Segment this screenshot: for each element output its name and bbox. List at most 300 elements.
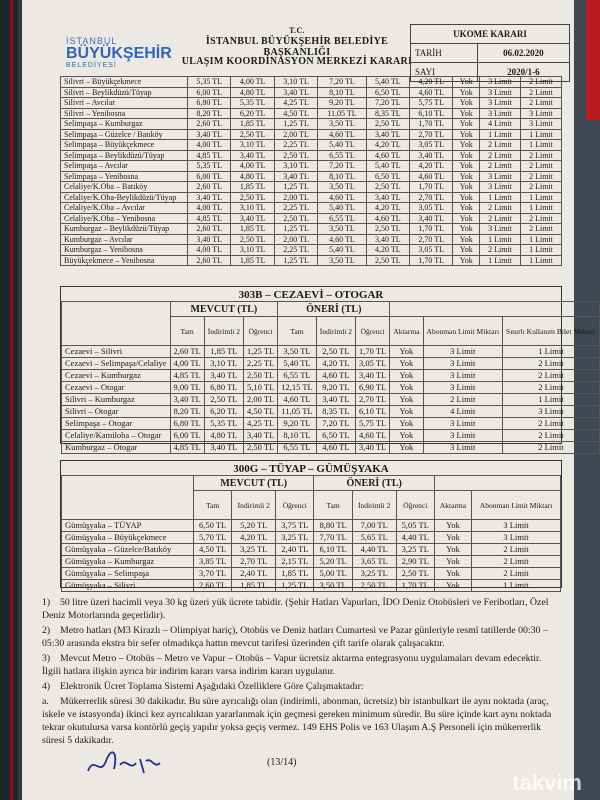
fare-cell: 2,60 TL	[188, 182, 231, 193]
fare-cell: 3,10 TL	[231, 245, 274, 256]
fare-cell: 1 Limit	[480, 255, 521, 266]
column-header: Abonman Limit Miktarı	[472, 491, 561, 520]
page-number: (13/14)	[267, 757, 297, 768]
group-header-row	[62, 476, 561, 491]
fare-cell: 6,00 TL	[170, 430, 204, 442]
fare-cell: 4,60 TL	[318, 129, 366, 140]
header-line-1: İSTANBUL BÜYÜKŞEHİR BELEDİYE BAŞKANLIĞI	[205, 36, 389, 58]
route-cell: Silivri – Kumburgaz	[62, 394, 171, 406]
route-cell: Kumburgaz – Avcılar	[61, 234, 188, 245]
fare-cell: 2 Limit	[472, 568, 561, 580]
fare-cell: 2 Limit	[503, 382, 600, 394]
fare-cell: 3 Limit	[472, 532, 561, 544]
route-cell: Cezaevi – Silivri	[62, 346, 171, 358]
fare-cell: 2,70 TL	[410, 234, 453, 245]
fare-cell: 2,50 TL	[231, 234, 274, 245]
fare-cell: 3 Limit	[480, 182, 521, 193]
fare-cell: 4,20 TL	[366, 140, 409, 151]
table-row	[62, 568, 561, 580]
fare-cell: 4,60 TL	[316, 370, 355, 382]
fare-cell: Yok	[453, 119, 480, 130]
fare-cell: 1 Limit	[520, 129, 561, 140]
fare-cell: 3,65 TL	[352, 556, 396, 568]
table-row	[62, 346, 600, 358]
fare-cell: Yok	[453, 87, 480, 98]
fare-cell: 2,60 TL	[170, 346, 204, 358]
fare-cell: 2 Limit	[480, 161, 521, 172]
fare-cell: 3,05 TL	[410, 245, 453, 256]
fare-cell: 4,20 TL	[410, 77, 453, 88]
fare-cell: 6,10 TL	[356, 406, 390, 418]
table-row	[61, 182, 562, 193]
decision-meta-table	[410, 24, 570, 82]
fare-cell: Yok	[453, 192, 480, 203]
fare-cell: 3,40 TL	[188, 234, 231, 245]
fare-cell: 1 Limit	[520, 203, 561, 214]
table-row	[62, 580, 561, 592]
fare-cell: 8,35 TL	[316, 406, 355, 418]
fare-cell: 4,85 TL	[170, 442, 204, 454]
fare-cell: 3,40 TL	[366, 129, 409, 140]
fare-cell: 6,50 TL	[366, 171, 409, 182]
fare-cell: 3,05 TL	[410, 140, 453, 151]
table-row	[61, 98, 562, 109]
fare-cell: 3 Limit	[480, 171, 521, 182]
table-row	[61, 255, 562, 266]
fare-cell: 1,70 TL	[410, 182, 453, 193]
fare-cell: 3,40 TL	[188, 129, 231, 140]
table-row	[62, 394, 600, 406]
fare-cell: 2,70 TL	[410, 192, 453, 203]
fare-cell: Yok	[453, 108, 480, 119]
column-header: İndirimli 2	[204, 317, 243, 346]
route-cell: Gümüşyaka – Büyükçekmece	[62, 532, 194, 544]
route-cell: Selimpaşa – Güzelce / Batıköy	[61, 129, 188, 140]
route-cell: Gümüşyaka – Selimpaşa	[62, 568, 194, 580]
fare-cell: 5,05 TL	[396, 520, 434, 532]
fare-cell: 2,25 TL	[244, 358, 278, 370]
table-row	[61, 224, 562, 235]
column-header: Öğrenci	[396, 491, 434, 520]
fare-cell: 7,00 TL	[352, 520, 396, 532]
fare-cell: 4,80 TL	[231, 87, 274, 98]
fare-cell: Yok	[453, 98, 480, 109]
fare-cell: 3,25 TL	[276, 532, 314, 544]
fare-cell: Yok	[453, 203, 480, 214]
fare-cell: 4,20 TL	[366, 203, 409, 214]
fare-cell: Yok	[453, 224, 480, 235]
fare-cell: 2,40 TL	[232, 568, 276, 580]
fare-cell: 5,35 TL	[204, 418, 243, 430]
route-cell: Selimpaşa – Otogar	[62, 418, 171, 430]
fare-cell: 4,60 TL	[318, 234, 366, 245]
oneri-header: ÖNERİ (TL)	[278, 302, 390, 317]
table-row	[61, 150, 562, 161]
fare-cell: 3,50 TL	[314, 580, 352, 592]
route-cell: Kumburgaz – Yenibosna	[61, 245, 188, 256]
fare-cell: 4,25 TL	[244, 418, 278, 430]
fare-cell: 4,80 TL	[231, 171, 274, 182]
fare-cell: 4,20 TL	[410, 161, 453, 172]
notes-list	[42, 596, 562, 749]
route-cell: Selimpaşa – Avcılar	[61, 161, 188, 172]
mevcut-header: MEVCUT (TL)	[194, 476, 314, 491]
fare-cell: 3,40 TL	[410, 213, 453, 224]
fare-cell: 2 Limit	[520, 161, 561, 172]
fare-cell: 3,25 TL	[396, 544, 434, 556]
fare-cell: 2 Limit	[520, 182, 561, 193]
route-cell: Cezaevi – Selimpaşa/Celaliye	[62, 358, 171, 370]
fare-cell: 3,40 TL	[366, 234, 409, 245]
fare-cell: 2,50 TL	[366, 119, 409, 130]
fare-cell: 1,25 TL	[274, 119, 317, 130]
note-number: 1)	[42, 597, 51, 608]
fare-cell: 3,40 TL	[356, 370, 390, 382]
fare-cell: 5,40 TL	[318, 203, 366, 214]
fare-cell: 4,60 TL	[366, 150, 409, 161]
table-row	[62, 382, 600, 394]
route-cell: Silivri – Beylikdüzü/Tüyap	[61, 87, 188, 98]
fare-cell: 3 Limit	[423, 370, 503, 382]
fare-cell: 2,50 TL	[244, 370, 278, 382]
fare-cell: 5,70 TL	[194, 532, 232, 544]
fare-cell: Yok	[390, 430, 423, 442]
column-header: İndirimli 2	[316, 317, 355, 346]
header-tc: T.C.	[289, 26, 305, 35]
fare-cell: Yok	[453, 161, 480, 172]
fare-cell: 2 Limit	[472, 556, 561, 568]
fare-table-continued	[60, 76, 562, 266]
column-header: Öğrenci	[356, 317, 390, 346]
fare-cell: Yok	[434, 520, 471, 532]
fare-cell: 3,10 TL	[231, 140, 274, 151]
fare-cell: 6,20 TL	[231, 108, 274, 119]
table-row	[62, 406, 600, 418]
note-item	[42, 624, 562, 650]
fare-cell: 6,50 TL	[366, 87, 409, 98]
fare-cell: 1,85 TL	[231, 119, 274, 130]
fare-cell: Yok	[434, 580, 471, 592]
fare-cell: 4,20 TL	[316, 358, 355, 370]
fare-cell: 6,80 TL	[170, 418, 204, 430]
fare-cell: 5,35 TL	[188, 77, 231, 88]
fare-cell: 2 Limit	[503, 418, 600, 430]
fare-cell: 4,00 TL	[231, 77, 274, 88]
fare-cell: Yok	[453, 234, 480, 245]
fare-cell: 2 Limit	[520, 150, 561, 161]
fare-cell: Yok	[453, 171, 480, 182]
fare-cell: Yok	[453, 213, 480, 224]
fare-cell: 1,25 TL	[244, 346, 278, 358]
fare-cell: 3,50 TL	[318, 255, 366, 266]
fare-cell: 4,20 TL	[232, 532, 276, 544]
route-cell: Silivri – Yenibosna	[61, 108, 188, 119]
fare-cell: 2,90 TL	[396, 556, 434, 568]
table-row	[61, 213, 562, 224]
fare-cell: 5,35 TL	[231, 98, 274, 109]
fare-cell: 3 Limit	[520, 108, 561, 119]
route-cell: Celaliye/K.Oba – Avcılar	[61, 203, 188, 214]
fare-cell: 2,40 TL	[276, 544, 314, 556]
fare-cell: 7,70 TL	[314, 532, 352, 544]
route-cell: Celaliye/K.Oba – Yenibosna	[61, 213, 188, 224]
table-row	[61, 161, 562, 172]
fare-cell: 2 Limit	[520, 213, 561, 224]
fare-cell: 4,40 TL	[352, 544, 396, 556]
fare-cell: 4,60 TL	[410, 87, 453, 98]
note-text: 50 litre üzeri hacimli veya 30 kg üzeri yük ücrete tabidir. (Şehir Hatları Vapurları, İDO Deniz Otobüsleri ve Feribotları, Özel Deniz Motorlarında geçerlidir).	[42, 597, 549, 621]
fare-cell: 8,10 TL	[318, 87, 366, 98]
fare-cell: 3,50 TL	[278, 346, 316, 358]
fare-cell: 3,05 TL	[410, 203, 453, 214]
fare-cell: 8,10 TL	[278, 430, 316, 442]
fare-cell: 4,25 TL	[274, 98, 317, 109]
table-row	[62, 544, 561, 556]
table-row	[61, 203, 562, 214]
fare-cell: 6,80 TL	[204, 382, 243, 394]
fare-cell: 1,70 TL	[356, 346, 390, 358]
fare-cell: 6,00 TL	[188, 87, 231, 98]
fare-cell: 9,20 TL	[278, 418, 316, 430]
column-header: Tam	[314, 491, 352, 520]
table-row	[62, 532, 561, 544]
fare-cell: 3,10 TL	[231, 203, 274, 214]
route-cell: Gümüşyaka – TÜYAP	[62, 520, 194, 532]
fare-cell: 5,75 TL	[356, 418, 390, 430]
table-row	[61, 192, 562, 203]
fare-cell: 1 Limit	[472, 580, 561, 592]
route-cell: Celaliye/K.Oba – Batıköy	[61, 182, 188, 193]
table-row	[62, 430, 600, 442]
fare-cell: 3,05 TL	[356, 358, 390, 370]
fare-cell: 3 Limit	[520, 119, 561, 130]
red-folder-edge	[586, 0, 600, 120]
fare-cell: Yok	[453, 245, 480, 256]
fare-cell: 2 Limit	[472, 544, 561, 556]
route-cell: Gümüşyaka – Silivri	[62, 580, 194, 592]
fare-cell: 5,40 TL	[366, 77, 409, 88]
fare-cell: 1,85 TL	[231, 182, 274, 193]
fare-cell: 3 Limit	[472, 520, 561, 532]
table-row	[62, 418, 600, 430]
meta-title: UKOME KARARI	[411, 25, 570, 44]
section-303b-title: 303B – CEZAEVİ – OTOGAR	[238, 289, 384, 301]
fare-cell: 1,25 TL	[274, 182, 317, 193]
fare-cell: Yok	[390, 394, 423, 406]
note-item	[42, 695, 562, 747]
fare-cell: 4,00 TL	[170, 358, 204, 370]
fare-cell: 5,40 TL	[318, 140, 366, 151]
fare-cell: 2,00 TL	[244, 394, 278, 406]
fare-cell: 4,85 TL	[188, 150, 231, 161]
fare-cell: Yok	[453, 140, 480, 151]
watermark: takvim	[512, 770, 582, 795]
fare-cell: 4,60 TL	[356, 430, 390, 442]
note-text: Elektronik Ücret Toplama Sistemi Aşağıdaki Özelliklere Göre Çalışmaktadır:	[60, 681, 364, 692]
fare-cell: 3 Limit	[480, 87, 521, 98]
fare-cell: 6,90 TL	[356, 382, 390, 394]
note-text: Mevcut Metro – Otobüs – Metro ve Vapur – Otobüs – Vapur ücretsiz aktarma entegrasyonu uygulamaları devam edecektir. İlgili hatlara ilişkin ayrıca bir indirim kararı varsa indirim kararı uygulanır.	[42, 653, 542, 677]
fare-cell: 3,40 TL	[231, 213, 274, 224]
fare-cell: 1 Limit	[503, 394, 600, 406]
fare-cell: 4,85 TL	[188, 213, 231, 224]
fare-cell: 2,00 TL	[274, 234, 317, 245]
route-cell: Selimpaşa – Yenibosna	[61, 171, 188, 182]
fare-cell: 2,00 TL	[274, 192, 317, 203]
fare-cell: 4,80 TL	[204, 430, 243, 442]
fare-cell: 2,50 TL	[366, 182, 409, 193]
fare-cell: 2 Limit	[520, 224, 561, 235]
fare-cell: 2,50 TL	[231, 129, 274, 140]
table-row	[61, 87, 562, 98]
fare-cell: 2,70 TL	[232, 556, 276, 568]
binder-stripe	[10, 0, 13, 800]
fare-cell: 3,40 TL	[410, 150, 453, 161]
note-text: Metro hatları (M3 Kirazlı – Olimpiyat hariç), Otobüs ve Deniz hatları Cumartesi ve Pazar günleriyle resmî tatillerde 00:30 – 05:30 arasında ekstra bir sefer olmadıkça hattın mevcut tarifesi üzerinden çift tarife olarak çalışacaktır.	[42, 625, 548, 649]
fare-cell: 7,20 TL	[318, 161, 366, 172]
column-header: Öğrenci	[276, 491, 314, 520]
fare-cell: 3,70 TL	[194, 568, 232, 580]
sayi-value: 2020/1-6	[477, 63, 569, 82]
fare-cell: 2,25 TL	[274, 140, 317, 151]
fare-cell: 3 Limit	[423, 418, 503, 430]
route-header	[62, 476, 194, 520]
fare-cell: 4,50 TL	[194, 544, 232, 556]
fare-cell: 8,20 TL	[188, 108, 231, 119]
fare-cell: 2,50 TL	[316, 346, 355, 358]
note-number: a.	[42, 696, 49, 707]
tarih-value: 06.02.2020	[477, 44, 569, 63]
fare-cell: 2,50 TL	[231, 192, 274, 203]
table-row	[62, 358, 600, 370]
fare-cell: 2,60 TL	[188, 119, 231, 130]
fare-cell: 2,15 TL	[276, 556, 314, 568]
logo-main-text: BÜYÜKŞEHİR	[66, 45, 172, 62]
column-header: Tam	[194, 491, 232, 520]
fare-cell: 1,70 TL	[410, 119, 453, 130]
fare-cell: 6,00 TL	[188, 171, 231, 182]
fare-cell: Yok	[453, 77, 480, 88]
fare-cell: 3 Limit	[480, 98, 521, 109]
fare-cell: 1 Limit	[520, 234, 561, 245]
section-300g-title: 300G – TÜYAP – GÜMÜŞYAKA	[233, 463, 389, 475]
route-cell: Cezaevi – Otogar	[62, 382, 171, 394]
fare-cell: 2,60 TL	[188, 255, 231, 266]
column-header: Tam	[278, 317, 316, 346]
route-cell: Celaliye/Kamiloba – Otogar	[62, 430, 171, 442]
fare-cell: 1,85 TL	[231, 224, 274, 235]
fare-cell: 8,20 TL	[170, 406, 204, 418]
fare-cell: 3,10 TL	[274, 161, 317, 172]
fare-cell: 2 Limit	[520, 98, 561, 109]
fare-cell: 7,20 TL	[366, 98, 409, 109]
fare-cell: 4 Limit	[423, 406, 503, 418]
route-cell: Gümüşyaka – Kumburgaz	[62, 556, 194, 568]
fare-cell: 2 Limit	[423, 394, 503, 406]
route-cell: Selimpaşa – Büyükçekmece	[61, 140, 188, 151]
fare-cell: 3,40 TL	[204, 370, 243, 382]
fare-cell: 4,40 TL	[396, 532, 434, 544]
fare-cell: 6,55 TL	[278, 370, 316, 382]
fare-cell: 2,25 TL	[274, 203, 317, 214]
fare-cell: 4,60 TL	[318, 192, 366, 203]
fare-cell: 2 Limit	[520, 171, 561, 182]
fare-cell: 3,50 TL	[318, 119, 366, 130]
note-number: 3)	[42, 653, 51, 664]
fare-cell: 3,25 TL	[232, 544, 276, 556]
fare-cell: 3,40 TL	[274, 171, 317, 182]
fare-cell: 3,40 TL	[204, 442, 243, 454]
fare-cell: 6,80 TL	[188, 98, 231, 109]
fare-cell: 1 Limit	[520, 192, 561, 203]
fare-cell: 2 Limit	[503, 442, 600, 454]
fare-cell: 3,40 TL	[366, 192, 409, 203]
fare-cell: Yok	[434, 532, 471, 544]
fare-cell: 3,10 TL	[274, 77, 317, 88]
column-header: Aktarma	[390, 317, 423, 346]
fare-cell: 2,70 TL	[356, 394, 390, 406]
route-cell: Kumburgaz – Otogar	[62, 442, 171, 454]
fare-cell: 1 Limit	[520, 245, 561, 256]
fare-cell: 4,20 TL	[366, 245, 409, 256]
table-row	[62, 556, 561, 568]
fare-cell: 1 Limit	[503, 346, 600, 358]
route-cell: Silivri – Avcılar	[61, 98, 188, 109]
note-text: Mükerrerlik süresi 30 dakikadır. Bu süre ayrıcalığı olan (indirimli, abonman, ücretsiz) bir istanbulkart ile aynı noktada (araç, iskele ve istasyonda) ikinci kez ayrıcalıktan yararlanmak için geçmesi gereken minimum süredir. Bu süre içinde kart aynı noktada tekrar okutulursa varsa kontörlü geçiş yapılır yoksa geçiş vermez. 149 EHS Polis ve 163 Ulaşım A.Ş Personeli için mükerrerlik süresi 5 dakikadır.	[42, 696, 552, 746]
fare-cell: 2 Limit	[480, 150, 521, 161]
column-header: Sınırlı Kullanım Bilet Miktarı	[503, 317, 600, 346]
fare-cell: 3 Limit	[480, 108, 521, 119]
note-item	[42, 652, 562, 678]
fare-cell: 3 Limit	[480, 77, 521, 88]
fare-cell: 3,25 TL	[352, 568, 396, 580]
tarih-label: TARİH	[411, 44, 478, 63]
fare-cell: 9,20 TL	[318, 98, 366, 109]
fare-cell: 3 Limit	[423, 430, 503, 442]
fare-cell: 4,60 TL	[278, 394, 316, 406]
fare-cell: 4 Limit	[480, 119, 521, 130]
fare-cell: 6,50 TL	[194, 520, 232, 532]
column-header: Abonman Limit Miktarı	[423, 317, 503, 346]
fare-cell: 3 Limit	[480, 224, 521, 235]
fare-cell: 6,55 TL	[318, 213, 366, 224]
fare-cell: 1,85 TL	[232, 580, 276, 592]
fare-cell: 4,85 TL	[170, 370, 204, 382]
fare-cell: Yok	[390, 442, 423, 454]
fare-cell: 4,00 TL	[188, 140, 231, 151]
logo-sub-text: BELEDİYESİ	[66, 62, 117, 69]
extra-header	[434, 476, 560, 491]
document-page	[22, 0, 596, 800]
route-cell: Selimpaşa – Kumburgaz	[61, 119, 188, 130]
fare-cell: 5,40 TL	[278, 358, 316, 370]
fare-cell: 2 Limit	[503, 430, 600, 442]
header-line-2: ULAŞIM KOORDİNASYON MERKEZİ KARARI	[181, 56, 413, 67]
fare-cell: 7,20 TL	[316, 418, 355, 430]
fare-cell: 2 Limit	[520, 77, 561, 88]
fare-cell: 6,50 TL	[316, 430, 355, 442]
fare-cell: Yok	[390, 370, 423, 382]
fare-cell: 5,20 TL	[232, 520, 276, 532]
route-cell: Silivri – Büyükçekmece	[61, 77, 188, 88]
route-cell: Celaliye/K.Oba-Beylikdüzü/Tüyap	[61, 192, 188, 203]
fare-cell: 4,50 TL	[244, 406, 278, 418]
sayi-label: SAYI	[411, 63, 478, 82]
fare-cell: 2,50 TL	[274, 213, 317, 224]
oneri-header: ÖNERİ (TL)	[314, 476, 434, 491]
fare-cell: 2,50 TL	[366, 224, 409, 235]
fare-cell: 1 Limit	[480, 129, 521, 140]
